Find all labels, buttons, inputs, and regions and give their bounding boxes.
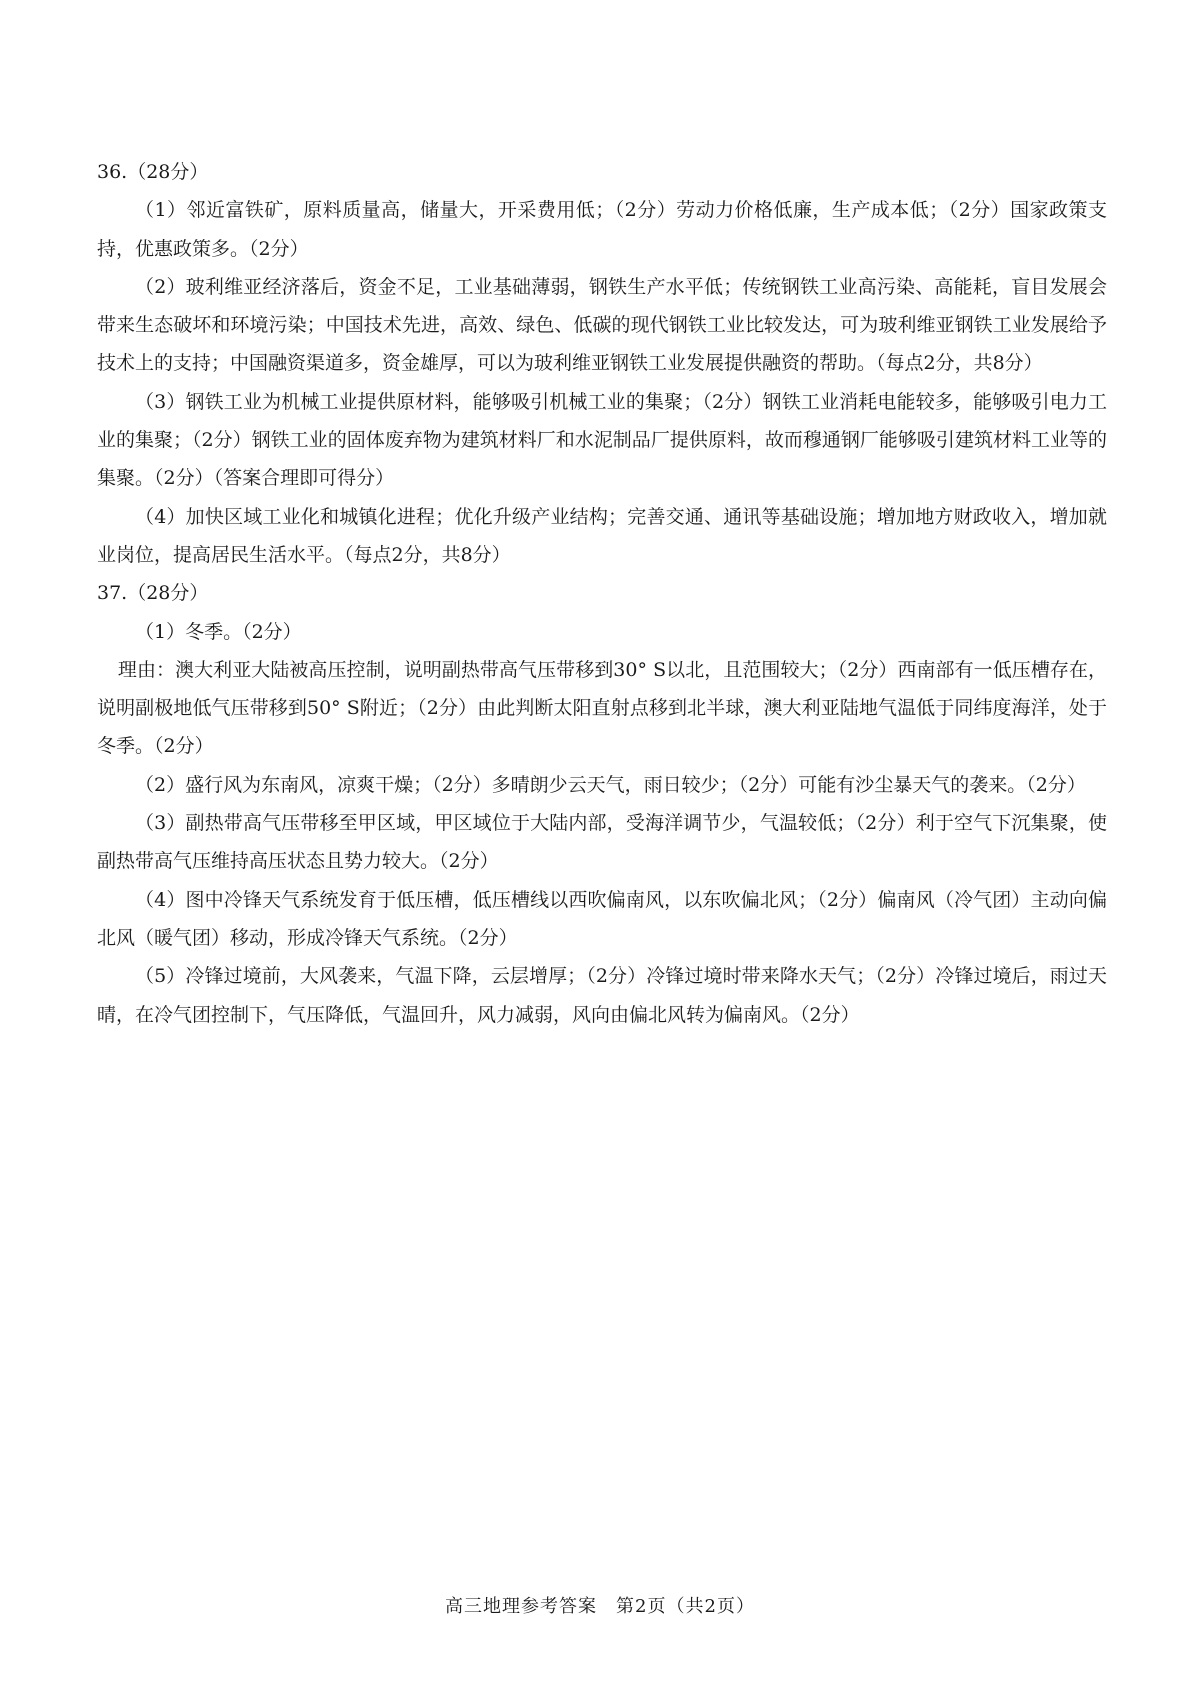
answer-page	[97, 153, 1107, 1034]
question-37-part-4: （4）图中冷锋天气系统发育于低压槽，低压槽线以西吹偏南风，以东吹偏北风；（2分）偏南风（冷气团）主动向偏北风（暖气团）移动，形成冷锋天气系统。（2分）	[97, 888, 1107, 949]
question-37-part-2: （2）盛行风为东南风，凉爽干燥；（2分）多晴朗少云天气，雨日较少；（2分）可能有沙尘暴天气的袭来。（2分）	[135, 773, 1086, 796]
question-36-part-3: （3）钢铁工业为机械工业提供原材料，能够吸引机械工业的集聚；（2分）钢铁工业消耗电能较多，能够吸引电力工业的集聚；（2分）钢铁工业的固体废弃物为建筑材料厂和水泥制品厂提供原料，故而穆通钢厂能够吸引建筑材料工业等的集聚。（2分）（答案合理即可得分）	[97, 390, 1107, 490]
question-36-part-4: （4）加快区域工业化和城镇化进程；优化升级产业结构；完善交通、通讯等基础设施；增加地方财政收入，增加就业岗位，提高居民生活水平。（每点2分，共8分）	[97, 505, 1107, 566]
question-37-heading: 37.（28分）	[97, 582, 209, 605]
question-37-part-3: （3）副热带高气压带移至甲区域，甲区域位于大陆内部，受海洋调节少，气温较低；（2分）利于空气下沉集聚，使副热带高气压维持高压状态且势力较大。（2分）	[97, 812, 1107, 873]
question-37-part-1-reason: 理由：澳大利亚大陆被高压控制，说明副热带高气压带移到30° S以北，且范围较大；（2分）西南部有一低压槽存在，说明副极地低气压带移到50° S附近；（2分）由此判断太阳直射点移到北半球，澳大利亚陆地气温低于同纬度海洋，处于冬季。（2分）	[97, 658, 1107, 758]
question-37-part-5: （5）冷锋过境前，大风袭来，气温下降，云层增厚；（2分）冷锋过境时带来降水天气；（2分）冷锋过境后，雨过天晴，在冷气团控制下，气压降低，气温回升，风力减弱，风向由偏北风转为偏南风。（2分）	[97, 965, 1107, 1026]
question-36-heading: 36.（28分）	[97, 161, 209, 183]
page-footer: 高三地理参考答案 第2页（共2页）	[445, 1596, 755, 1617]
question-37-part-1: （1）冬季。（2分）	[135, 620, 302, 643]
question-36-part-1: （1）邻近富铁矿，原料质量高，储量大，开采费用低；（2分）劳动力价格低廉，生产成本低；（2分）国家政策支持，优惠政策多。（2分）	[97, 199, 1107, 260]
question-36-part-2: （2）玻利维亚经济落后，资金不足，工业基础薄弱，钢铁生产水平低；传统钢铁工业高污染、高能耗，盲目发展会带来生态破坏和环境污染；中国技术先进，高效、绿色、低碳的现代钢铁工业比较发达，可为玻利维亚钢铁工业发展给予技术上的支持；中国融资渠道多，资金雄厚，可以为玻利维亚钢铁工业发展提供融资的帮助。（每点2分，共8分）	[97, 275, 1107, 375]
